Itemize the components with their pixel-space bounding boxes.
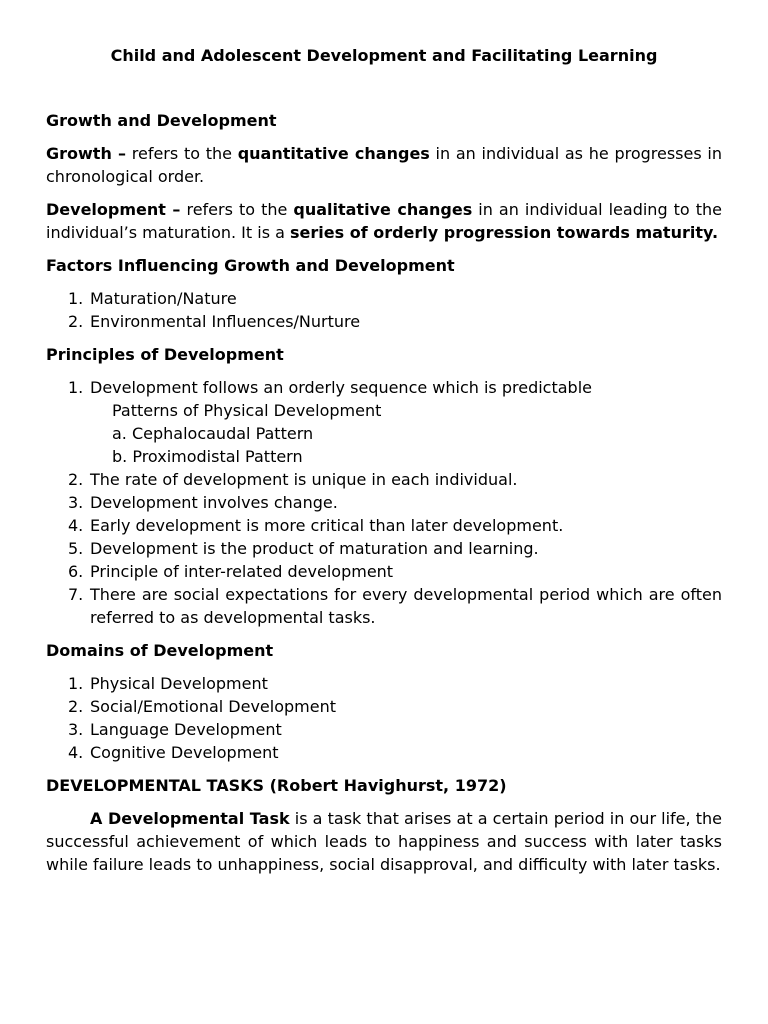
development-key: qualitative changes bbox=[293, 200, 473, 219]
list-item bbox=[46, 560, 722, 583]
development-term: Development bbox=[46, 200, 166, 219]
list-item bbox=[46, 672, 722, 695]
growth-dash: – bbox=[111, 144, 127, 163]
list-item-text: Maturation/Nature bbox=[90, 289, 237, 308]
section-heading-growth-development: Growth and Development bbox=[46, 111, 277, 130]
list-item bbox=[46, 741, 722, 764]
list-item-text: Principle of inter-related development bbox=[90, 562, 394, 581]
list-item-text: Early development is more critical than later development. bbox=[90, 516, 564, 535]
list-number: 6. bbox=[68, 562, 84, 581]
sub-list-item: a. Cephalocaudal Pattern bbox=[112, 424, 314, 443]
principles-list bbox=[46, 376, 722, 629]
list-number: 4. bbox=[68, 743, 84, 762]
list-item bbox=[46, 376, 722, 468]
development-definition bbox=[46, 198, 722, 244]
list-item bbox=[46, 583, 722, 629]
list-number: 3. bbox=[68, 720, 84, 739]
list-number: 7. bbox=[68, 585, 84, 604]
list-item bbox=[46, 287, 722, 310]
list-item-text: The rate of development is unique in each individual. bbox=[90, 470, 518, 489]
growth-rest: in an individual as he progresses in chronological order. bbox=[46, 144, 722, 186]
list-number: 5. bbox=[68, 539, 84, 558]
list-item-text: Development follows an orderly sequence which is predictable bbox=[90, 378, 592, 397]
list-item bbox=[46, 718, 722, 741]
developmental-task-definition bbox=[46, 807, 722, 876]
list-item-text: Development involves change. bbox=[90, 493, 338, 512]
development-key2: series of orderly progression towards maturity. bbox=[290, 223, 719, 242]
list-item-text: Physical Development bbox=[90, 674, 268, 693]
sub-list bbox=[90, 399, 722, 468]
list-item-text: Language Development bbox=[90, 720, 282, 739]
sub-list-item: b. Proximodistal Pattern bbox=[112, 447, 303, 466]
section-heading-domains: Domains of Development bbox=[46, 641, 274, 660]
domains-list bbox=[46, 672, 722, 764]
list-number: 1. bbox=[68, 674, 84, 693]
development-dash: – bbox=[165, 200, 181, 219]
section-heading-developmental-tasks: DEVELOPMENTAL TASKS (Robert Havighurst, 1972) bbox=[46, 776, 507, 795]
developmental-task-term: A Developmental Task bbox=[90, 809, 290, 828]
list-item bbox=[46, 310, 722, 333]
sub-list-title: Patterns of Physical Development bbox=[112, 401, 382, 420]
list-number: 2. bbox=[68, 470, 84, 489]
list-item-text: Development is the product of maturation and learning. bbox=[90, 539, 539, 558]
growth-lead: refers to the bbox=[126, 144, 238, 163]
list-item-text: Cognitive Development bbox=[90, 743, 279, 762]
document-page bbox=[46, 44, 722, 886]
development-mid: in an individual leading to the individual’s maturation. It is a bbox=[46, 200, 722, 242]
list-item bbox=[46, 695, 722, 718]
list-item-text: Environmental Influences/Nurture bbox=[90, 312, 361, 331]
list-item-text: There are social expectations for every developmental period which are often referred to as developmental tasks. bbox=[90, 585, 722, 627]
growth-definition bbox=[46, 142, 722, 188]
list-number: 2. bbox=[68, 697, 84, 716]
list-number: 2. bbox=[68, 312, 84, 331]
page-title: Child and Adolescent Development and Facilitating Learning bbox=[110, 46, 658, 65]
development-lead: refers to the bbox=[180, 200, 294, 219]
list-item bbox=[46, 537, 722, 560]
section-heading-principles: Principles of Development bbox=[46, 345, 284, 364]
developmental-task-rest: is a task that arises at a certain period in our life, the successful achievement of which leads to happiness and success with later tasks while failure leads to unhappiness, social disapproval, and difficulty with later tasks. bbox=[46, 809, 722, 874]
list-number: 4. bbox=[68, 516, 84, 535]
growth-key: quantitative changes bbox=[237, 144, 430, 163]
list-item bbox=[46, 491, 722, 514]
list-number: 1. bbox=[68, 289, 84, 308]
factors-list bbox=[46, 287, 722, 333]
section-heading-factors: Factors Influencing Growth and Development bbox=[46, 256, 455, 275]
list-number: 1. bbox=[68, 378, 84, 397]
growth-term: Growth bbox=[46, 144, 112, 163]
list-item bbox=[46, 468, 722, 491]
list-item-text: Social/Emotional Development bbox=[90, 697, 337, 716]
list-number: 3. bbox=[68, 493, 84, 512]
list-item bbox=[46, 514, 722, 537]
